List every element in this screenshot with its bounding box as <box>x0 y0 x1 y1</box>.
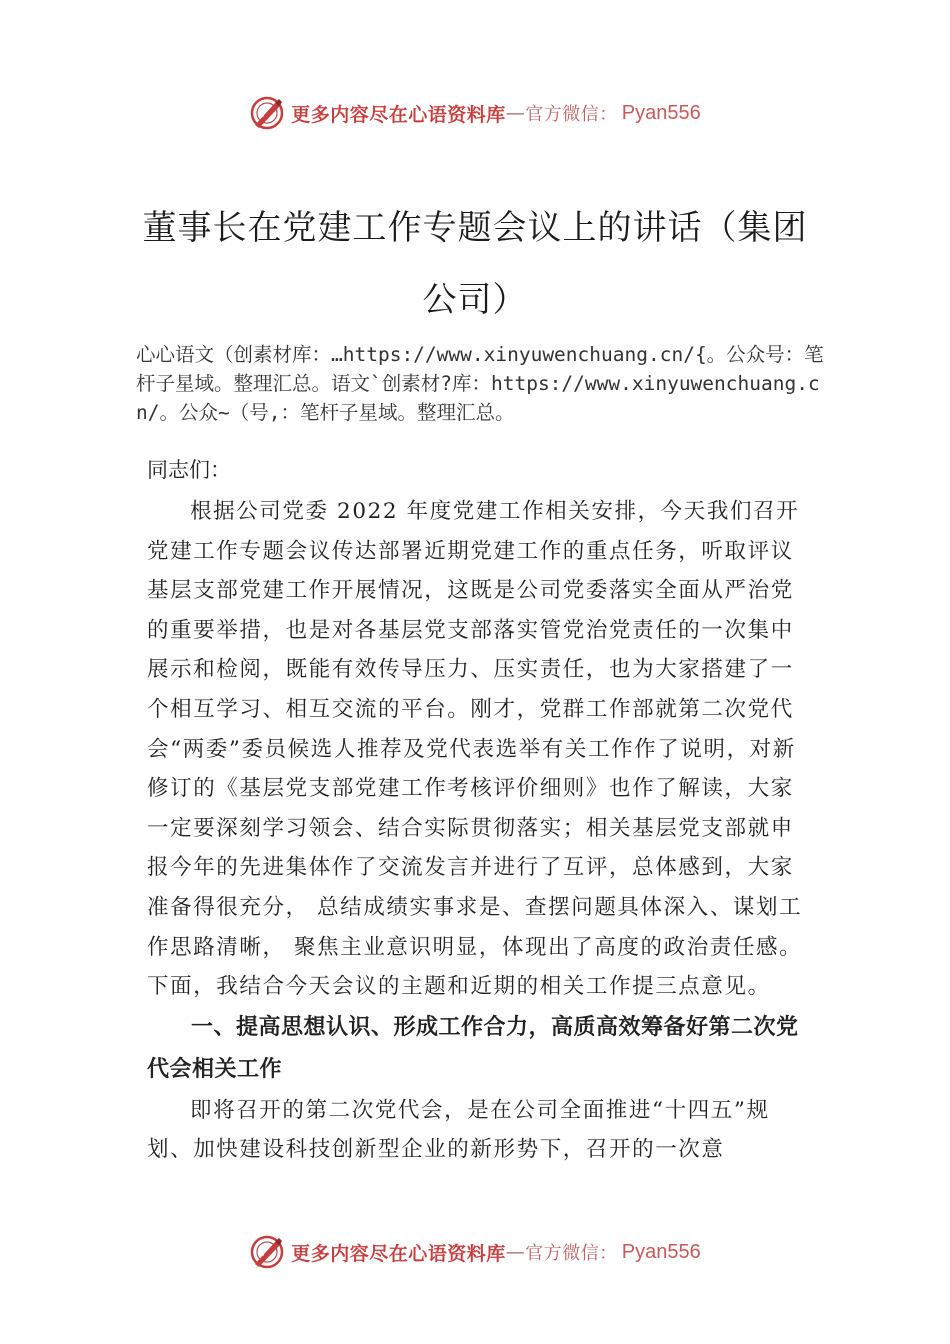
document-body <box>147 492 815 1170</box>
banner-wechat-id: Pyan556 <box>621 101 701 124</box>
pen-logo-icon <box>249 95 285 131</box>
body-paragraph: 根据公司党委 2022 年度党建工作相关安排，今天我们召开党建工作专题会议传达部署近期党建工作的重点任务，听取评议基层支部党建工作开展情况，这既是公司党委落实全面从严治党的重要举措，也是对各基层党支部落实管党治党责任的一次集中展示和检阅，既能有效传导压力、压实责任，也为大家搭建了一个相互学习、相互交流的平台。刚才，党群工作部就第二次党代会“两委”委员候选人推荐及党代表选举有关工作作了说明，对新修订的《基层党支部党建工作考核评价细则》也作了解读，大家一定要深刻学习领会、结合实际贯彻落实；相关基层党支部就申报今年的先进集体作了交流发言并进行了互评，总体感到，大家准备得很充分， 总结成绩实事求是、查摆问题具体深入、谋划工作思路清晰， 聚焦主业意识明显，体现出了高度的政治责任感。下面，我结合今天会议的主题和近期的相关工作提三点意见。 <box>147 499 803 1000</box>
banner-wechat-label: 官方微信： <box>525 1243 618 1264</box>
header-watermark-banner <box>0 93 950 133</box>
body-paragraph: 即将召开的第二次党代会，是在公司全面推进“十四五”规划、加快建设科技创新型企业的新形势下，召开的一次意 <box>147 1097 770 1163</box>
document-title: 董事长在党建工作专题会议上的讲话（集团公司） <box>142 208 808 320</box>
banner-brand-text: 更多内容尽在心语资料库 <box>291 1242 506 1265</box>
footer-watermark-banner <box>0 1232 950 1272</box>
greeting: 同志们： <box>147 458 231 482</box>
section-heading: 一、提高思想认识、形成工作合力，高质高效筹备好第二次党代会相关工作 <box>147 1014 799 1082</box>
pen-logo-icon <box>249 1234 285 1270</box>
banner-dash: — <box>505 1241 526 1263</box>
source-watermark-text: 心心语文（创素材库：…https://www.xinyuwenchuang.cn/{。公众号：笔杆子星域。整理汇总。语文`创素材?库：https://www.xinyuwenchuang.cn/。公众~（号,：笔杆子星域。整理汇总。 <box>136 343 824 424</box>
banner-wechat-label: 官方微信： <box>525 104 618 125</box>
banner-brand-text: 更多内容尽在心语资料库 <box>291 103 506 126</box>
banner-dash: — <box>505 102 526 124</box>
banner-wechat-id: Pyan556 <box>621 1240 701 1263</box>
